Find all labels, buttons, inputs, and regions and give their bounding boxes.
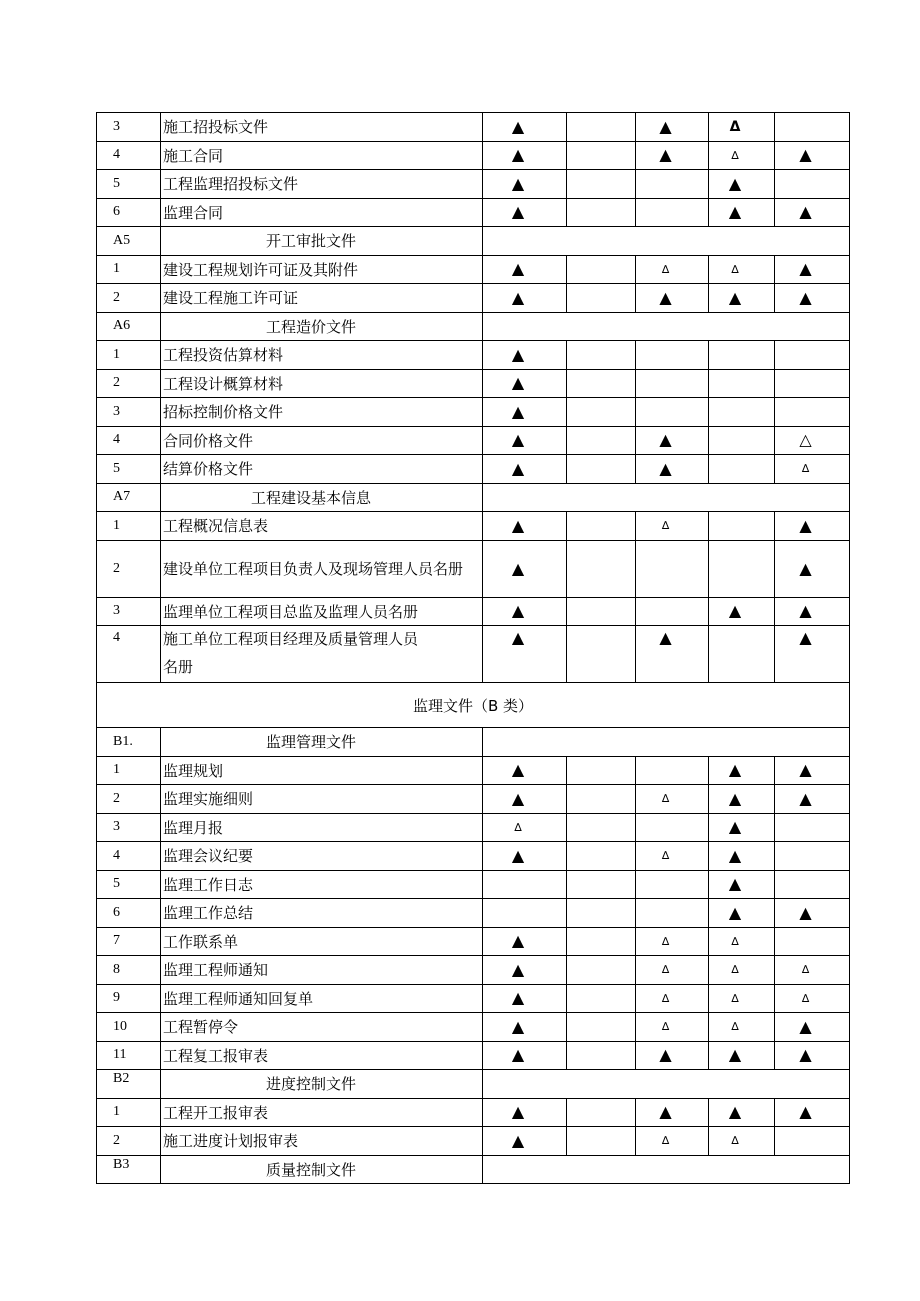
mark-cell [636, 198, 709, 227]
mark-cell [567, 540, 636, 597]
mark-cell: ▲ [636, 141, 709, 170]
table-row [97, 756, 850, 785]
table-row [97, 369, 850, 398]
section-row [97, 1155, 850, 1184]
document-name: 合同价格文件 [161, 426, 483, 455]
table-row [97, 1098, 850, 1127]
row-number: 5 [97, 455, 161, 484]
mark-cell [709, 369, 775, 398]
mark-cell [567, 626, 636, 683]
mark-cell: ∆ [775, 984, 850, 1013]
mark-cell: ▲ [483, 1127, 567, 1156]
mark-cell [709, 341, 775, 370]
document-name: 建设工程施工许可证 [161, 284, 483, 313]
section-code: A7 [97, 483, 161, 512]
table-row [97, 626, 850, 683]
table-row [97, 1013, 850, 1042]
table-row [97, 813, 850, 842]
section-code: B2 [97, 1070, 161, 1099]
row-number: 1 [97, 255, 161, 284]
section-title: 监理管理文件 [161, 728, 483, 757]
mark-cell [567, 398, 636, 427]
mark-cell [775, 927, 850, 956]
table-row [97, 341, 850, 370]
mark-cell: ▲ [483, 369, 567, 398]
mark-cell: ▲ [483, 398, 567, 427]
table-row [97, 426, 850, 455]
mark-cell [483, 870, 567, 899]
mark-cell [775, 870, 850, 899]
mark-cell [636, 369, 709, 398]
mark-cell: ▲ [483, 984, 567, 1013]
mark-cell [567, 113, 636, 142]
row-number: 4 [97, 842, 161, 871]
mark-cell [775, 341, 850, 370]
section-title: 进度控制文件 [161, 1070, 483, 1099]
mark-cell: ▲ [483, 540, 567, 597]
mark-cell: ∆ [636, 512, 709, 541]
table-row [97, 113, 850, 142]
mark-cell [567, 1098, 636, 1127]
row-number: 4 [97, 626, 161, 683]
mark-cell: ▲ [483, 341, 567, 370]
row-number: 4 [97, 141, 161, 170]
mark-cell [567, 956, 636, 985]
mark-cell: ▲ [775, 1013, 850, 1042]
mark-cell: ∆ [636, 1013, 709, 1042]
mark-cell: ∆ [636, 1127, 709, 1156]
table-row [97, 597, 850, 626]
mark-cell: ▲ [483, 756, 567, 785]
document-name: 工程概况信息表 [161, 512, 483, 541]
document-name: 施工合同 [161, 141, 483, 170]
section-blank-cell [483, 227, 850, 256]
mark-cell [775, 1127, 850, 1156]
document-name: 监理工程师通知 [161, 956, 483, 985]
section-blank-cell [483, 1070, 850, 1099]
mark-cell: ▲ [775, 284, 850, 313]
mark-cell: ▲ [483, 785, 567, 814]
mark-cell: ▲ [483, 255, 567, 284]
row-number: 8 [97, 956, 161, 985]
mark-cell [709, 398, 775, 427]
mark-cell: ∆ [636, 984, 709, 1013]
document-name: 工程投资估算材料 [161, 341, 483, 370]
section-row [97, 312, 850, 341]
mark-cell [567, 927, 636, 956]
mark-cell: ▲ [775, 1041, 850, 1070]
mark-cell [775, 369, 850, 398]
mark-cell: ∆ [636, 842, 709, 871]
mark-cell [567, 597, 636, 626]
mark-cell: ▲ [709, 756, 775, 785]
mark-cell [567, 899, 636, 928]
mark-cell: ▲ [483, 455, 567, 484]
mark-cell: ▲ [483, 512, 567, 541]
mark-cell: ▲ [709, 198, 775, 227]
section-title: 工程造价文件 [161, 312, 483, 341]
section-title: 工程建设基本信息 [161, 483, 483, 512]
row-number: 3 [97, 813, 161, 842]
document-name: 工程监理招投标文件 [161, 170, 483, 199]
mark-cell [483, 899, 567, 928]
row-number: 6 [97, 899, 161, 928]
mark-cell: ▲ [483, 141, 567, 170]
mark-cell [636, 899, 709, 928]
mark-cell: ▲ [775, 785, 850, 814]
row-number: 2 [97, 369, 161, 398]
mark-cell: ▲ [636, 1041, 709, 1070]
mark-cell [636, 398, 709, 427]
mark-cell: ▲ [483, 626, 567, 683]
mark-cell: ∆ [483, 813, 567, 842]
row-number: 11 [97, 1041, 161, 1070]
mark-cell: ∆ [775, 455, 850, 484]
document-name: 建设工程规划许可证及其附件 [161, 255, 483, 284]
mark-cell: ∆ [709, 141, 775, 170]
section-row [97, 227, 850, 256]
mark-cell: ∆ [636, 956, 709, 985]
mark-cell: ▲ [483, 1013, 567, 1042]
mark-cell: ▲ [709, 785, 775, 814]
row-number: 5 [97, 870, 161, 899]
document-name: 工程暂停令 [161, 1013, 483, 1042]
mark-cell: ▲ [483, 597, 567, 626]
mark-cell: ∆ [709, 956, 775, 985]
section-code: B1. [97, 728, 161, 757]
mark-cell [636, 597, 709, 626]
mark-cell: ▲ [483, 927, 567, 956]
mark-cell [567, 870, 636, 899]
mark-cell: ∆ [636, 255, 709, 284]
mark-cell: ▲ [775, 540, 850, 597]
document-name: 施工单位工程项目经理及质量管理人员 名册 [161, 626, 483, 683]
row-number: 3 [97, 113, 161, 142]
section-blank-cell [483, 312, 850, 341]
document-name: 监理规划 [161, 756, 483, 785]
mark-cell: ∆ [709, 255, 775, 284]
mark-cell: △ [775, 426, 850, 455]
row-number: 3 [97, 597, 161, 626]
table-row [97, 927, 850, 956]
document-name: 监理工作日志 [161, 870, 483, 899]
mark-cell: ∆ [709, 984, 775, 1013]
section-title: 开工审批文件 [161, 227, 483, 256]
document-name: 监理单位工程项目总监及监理人员名册 [161, 597, 483, 626]
mark-cell: ▲ [483, 1041, 567, 1070]
mark-cell [567, 369, 636, 398]
mark-cell: Δ [709, 113, 775, 142]
document-name: 招标控制价格文件 [161, 398, 483, 427]
row-number: 10 [97, 1013, 161, 1042]
mark-cell: ▲ [775, 255, 850, 284]
row-number: 2 [97, 785, 161, 814]
row-number: 2 [97, 540, 161, 597]
row-number: 9 [97, 984, 161, 1013]
mark-cell [775, 842, 850, 871]
document-name: 工作联系单 [161, 927, 483, 956]
document-name: 工程复工报审表 [161, 1041, 483, 1070]
category-title: 监理文件（B 类） [97, 683, 850, 728]
mark-cell [567, 255, 636, 284]
mark-cell: ▲ [483, 956, 567, 985]
mark-cell: ▲ [636, 626, 709, 683]
mark-cell [567, 455, 636, 484]
table-row [97, 870, 850, 899]
row-number: 6 [97, 198, 161, 227]
mark-cell [567, 170, 636, 199]
table-row [97, 141, 850, 170]
mark-cell: ∆ [775, 956, 850, 985]
mark-cell [636, 540, 709, 597]
section-row [97, 1070, 850, 1099]
document-name: 施工进度计划报审表 [161, 1127, 483, 1156]
mark-cell [567, 426, 636, 455]
row-number: 5 [97, 170, 161, 199]
table-row [97, 785, 850, 814]
mark-cell: ▲ [775, 626, 850, 683]
mark-cell [636, 341, 709, 370]
mark-cell [567, 1013, 636, 1042]
section-row [97, 483, 850, 512]
row-number: 2 [97, 284, 161, 313]
document-name: 工程开工报审表 [161, 1098, 483, 1127]
mark-cell [636, 170, 709, 199]
document-name: 施工招投标文件 [161, 113, 483, 142]
section-code: A5 [97, 227, 161, 256]
table-row [97, 956, 850, 985]
table-row [97, 512, 850, 541]
archive-filing-table [96, 112, 850, 1184]
section-blank-cell [483, 483, 850, 512]
mark-cell: ▲ [709, 870, 775, 899]
mark-cell [709, 455, 775, 484]
mark-cell: ▲ [775, 141, 850, 170]
table-row [97, 284, 850, 313]
mark-cell: ∆ [709, 1127, 775, 1156]
section-row [97, 728, 850, 757]
table-row [97, 1127, 850, 1156]
table-row [97, 899, 850, 928]
table-row [97, 398, 850, 427]
mark-cell: ∆ [709, 927, 775, 956]
table-row [97, 842, 850, 871]
category-banner-row [97, 683, 850, 728]
mark-cell [636, 870, 709, 899]
mark-cell: ∆ [636, 927, 709, 956]
mark-cell [709, 540, 775, 597]
mark-cell [709, 512, 775, 541]
mark-cell: ▲ [483, 284, 567, 313]
mark-cell [775, 398, 850, 427]
mark-cell: ▲ [709, 170, 775, 199]
table-row [97, 984, 850, 1013]
mark-cell: ▲ [709, 1098, 775, 1127]
document-name: 监理合同 [161, 198, 483, 227]
mark-cell: ▲ [775, 512, 850, 541]
mark-cell [567, 284, 636, 313]
mark-cell: ▲ [709, 1041, 775, 1070]
mark-cell: ▲ [709, 597, 775, 626]
mark-cell: ▲ [775, 899, 850, 928]
mark-cell: ▲ [636, 1098, 709, 1127]
table-row [97, 198, 850, 227]
mark-cell: ▲ [709, 813, 775, 842]
table-row [97, 255, 850, 284]
mark-cell [567, 512, 636, 541]
section-code: A6 [97, 312, 161, 341]
row-number: 4 [97, 426, 161, 455]
mark-cell [775, 113, 850, 142]
mark-cell [567, 785, 636, 814]
row-number: 1 [97, 341, 161, 370]
row-number: 1 [97, 1098, 161, 1127]
mark-cell: ▲ [483, 842, 567, 871]
mark-cell: ∆ [709, 1013, 775, 1042]
table-row [97, 170, 850, 199]
section-blank-cell [483, 728, 850, 757]
section-code: B3 [97, 1155, 161, 1184]
mark-cell [636, 756, 709, 785]
mark-cell [636, 813, 709, 842]
mark-cell: ▲ [636, 113, 709, 142]
mark-cell: ▲ [775, 756, 850, 785]
document-name: 监理会议纪要 [161, 842, 483, 871]
mark-cell: ▲ [483, 1098, 567, 1127]
mark-cell [567, 341, 636, 370]
row-number: 1 [97, 512, 161, 541]
table-row [97, 1041, 850, 1070]
section-blank-cell [483, 1155, 850, 1184]
mark-cell [567, 1127, 636, 1156]
mark-cell: ▲ [775, 198, 850, 227]
mark-cell: ▲ [709, 899, 775, 928]
mark-cell [709, 426, 775, 455]
table-row [97, 455, 850, 484]
row-number: 2 [97, 1127, 161, 1156]
document-name: 建设单位工程项目负责人及现场管理人员名册 [161, 540, 483, 597]
mark-cell: ▲ [775, 597, 850, 626]
document-name: 监理工程师通知回复单 [161, 984, 483, 1013]
row-number: 7 [97, 927, 161, 956]
mark-cell [567, 984, 636, 1013]
mark-cell [567, 141, 636, 170]
mark-cell [567, 842, 636, 871]
document-name: 结算价格文件 [161, 455, 483, 484]
mark-cell [567, 756, 636, 785]
section-title: 质量控制文件 [161, 1155, 483, 1184]
mark-cell [567, 1041, 636, 1070]
mark-cell: ▲ [636, 455, 709, 484]
mark-cell: ∆ [636, 785, 709, 814]
mark-cell [567, 813, 636, 842]
mark-cell [567, 198, 636, 227]
mark-cell [775, 813, 850, 842]
document-name: 监理工作总结 [161, 899, 483, 928]
mark-cell: ▲ [775, 1098, 850, 1127]
mark-cell: ▲ [709, 284, 775, 313]
mark-cell: ▲ [483, 198, 567, 227]
row-number: 3 [97, 398, 161, 427]
document-name: 工程设计概算材料 [161, 369, 483, 398]
document-name: 监理实施细则 [161, 785, 483, 814]
mark-cell: ▲ [636, 284, 709, 313]
document-name: 监理月报 [161, 813, 483, 842]
mark-cell: ▲ [483, 170, 567, 199]
table-row [97, 540, 850, 597]
mark-cell [775, 170, 850, 199]
mark-cell: ▲ [636, 426, 709, 455]
mark-cell: ▲ [483, 426, 567, 455]
row-number: 1 [97, 756, 161, 785]
mark-cell: ▲ [483, 113, 567, 142]
mark-cell: ▲ [709, 842, 775, 871]
mark-cell [709, 626, 775, 683]
